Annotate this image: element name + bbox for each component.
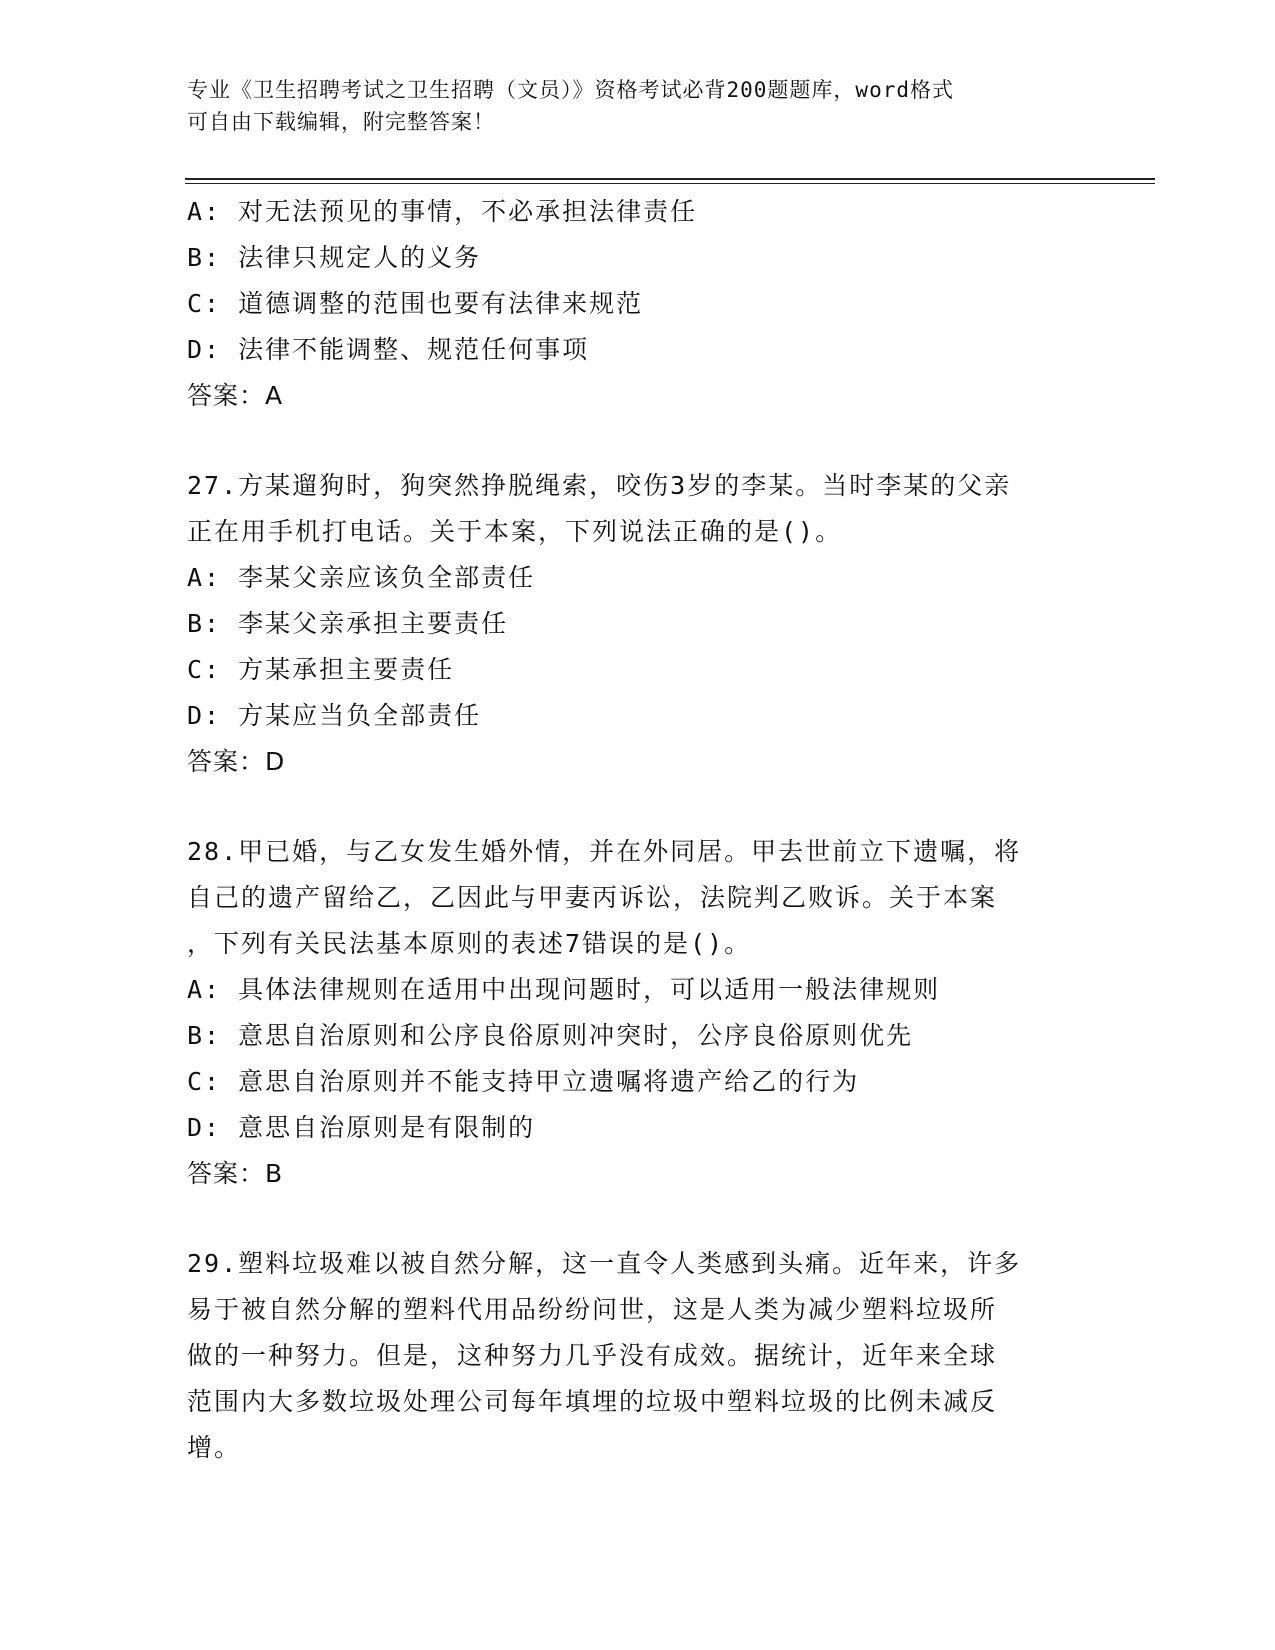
option-b: B: 法律只规定人的义务 [187,243,482,272]
question-29 [187,1241,1087,1471]
question-stem-line: 易于被自然分解的塑料代用品纷纷问世，这是人类为减少塑料垃圾所 [187,1295,998,1324]
page-header [187,74,1087,138]
option-a: A: 对无法预见的事情，不必承担法律责任 [187,197,698,226]
option-c: C: 方某承担主要责任 [187,655,455,684]
question-stem-line: 做的一种努力。但是，这种努力几乎没有成效。据统计，近年来全球 [187,1341,998,1370]
question-stem-line: ，下列有关民法基本原则的表述7错误的是()。 [187,929,752,958]
option-c: C: 道德调整的范围也要有法律来规范 [187,289,644,318]
option-a: A: 李某父亲应该负全部责任 [187,563,536,592]
header-title-line1: 专业《卫生招聘考试之卫生招聘（文员）》资格考试必背200题题库，word格式 [187,78,954,102]
header-divider-thin [185,183,1155,184]
question-stem-line: 增。 [187,1433,242,1462]
question-28 [187,829,1087,1197]
option-d: D: 法律不能调整、规范任何事项 [187,335,590,364]
question-stem-line: 范围内大多数垃圾处理公司每年填埋的垃圾中塑料垃圾的比例未减反 [187,1387,998,1416]
spacer [187,785,1087,829]
question-stem-line: 27.方某遛狗时，狗突然挣脱绳索，咬伤3岁的李某。当时李某的父亲 [187,471,1012,500]
option-c: C: 意思自治原则并不能支持甲立遗嘱将遗产给乙的行为 [187,1067,860,1096]
option-a: A: 具体法律规则在适用中出现问题时，可以适用一般法律规则 [187,975,941,1004]
question-26-continued [187,189,1087,419]
option-d: D: 方某应当负全部责任 [187,701,482,730]
spacer [187,419,1087,463]
option-b: B: 意思自治原则和公序良俗原则冲突时，公序良俗原则优先 [187,1021,914,1050]
answer-line: 答案：B [187,1159,284,1188]
question-stem-line: 自己的遗产留给乙，乙因此与甲妻丙诉讼，法院判乙败诉。关于本案 [187,883,998,912]
option-d: D: 意思自治原则是有限制的 [187,1113,536,1142]
spacer [187,1197,1087,1241]
answer-line: 答案：A [187,381,284,410]
header-divider-thick [185,178,1155,180]
header-title-line2: 可自由下载编辑，附完整答案！ [187,110,495,134]
question-stem-line: 29.塑料垃圾难以被自然分解，这一直令人类感到头痛。近年来，许多 [187,1249,1022,1278]
question-stem-line: 28.甲已婚，与乙女发生婚外情，并在外同居。甲去世前立下遗嘱，将 [187,837,1022,866]
question-stem-line: 正在用手机打电话。关于本案，下列说法正确的是()。 [187,517,843,546]
question-list [187,189,1087,1471]
question-27 [187,463,1087,785]
option-b: B: 李某父亲承担主要责任 [187,609,509,638]
answer-line: 答案：D [187,747,286,776]
